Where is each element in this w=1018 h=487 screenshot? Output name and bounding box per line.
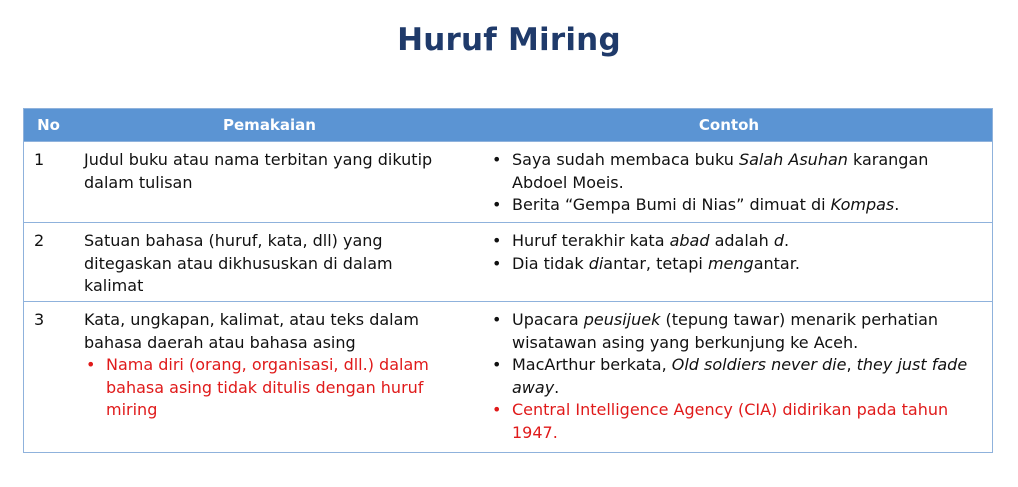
page-title: Huruf Miring [397,22,621,58]
bullet-icon: • [492,253,502,273]
row-usage: Judul buku atau nama terbitan yang dikutip dalam tulisan [84,150,433,192]
example-item: • Berita “Gempa Bumi di Nias” dimuat di Kompas. [490,194,984,217]
bullet-icon: • [492,150,502,169]
bullet-icon: • [86,355,96,374]
usage-note: • Nama diri (orang, organisasi, dll.) dalam bahasa asing tidak ditulis dengan huruf miring [86,355,429,419]
row-usage-cell [73,302,466,452]
table-row [24,222,992,301]
header-usage: Pemakaian [223,116,316,134]
bullet-icon: • [492,310,502,329]
row-usage: Satuan bahasa (huruf, kata, dll) yang ditegaskan atau dikhususkan di dalam kalimat [84,231,393,295]
row-number: 2 [34,231,45,250]
bullet-icon: • [492,195,502,214]
row-examples [466,302,992,452]
example-item: • MacArthur berkata, Old soldiers never die, they just fade away. [492,355,968,397]
row-examples [466,142,992,222]
example-item: • Central Intelligence Agency (CIA) didirikan pada tahun 1947. [492,400,949,442]
row-number: 1 [34,150,45,169]
bullet-icon: • [492,400,502,419]
bullet-icon: • [492,355,502,374]
bullet-icon: • [492,231,502,250]
table-header [24,109,992,141]
header-no: No [37,116,60,134]
header-example: Contoh [698,116,760,134]
example-item: • Huruf terakhir kata abad adalah d. [490,230,984,253]
example-item: • Dia tidak diantar, tetapi mengantar. [490,253,984,276]
usage-table [23,108,993,453]
table-row [24,141,992,222]
row-examples [466,223,992,301]
example-item: • Saya sudah membaca buku Salah Asuhan karangan Abdoel Moeis. [492,150,929,192]
table-row [24,301,992,452]
example-item: • Upacara peusijuek (tepung tawar) menarik perhatian wisatawan asing yang berkunjung ke Aceh. [492,310,939,352]
row-number: 3 [34,310,45,329]
row-usage: Kata, ungkapan, kalimat, atau teks dalam bahasa daerah atau bahasa asing [84,310,419,352]
